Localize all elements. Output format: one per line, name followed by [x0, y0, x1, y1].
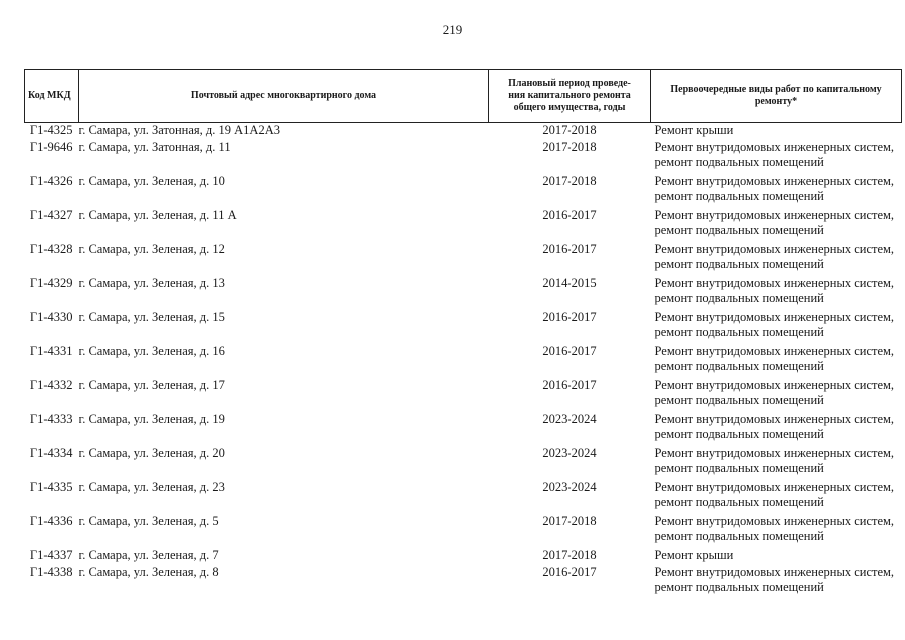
cell-period: 2017-2018 — [542, 173, 597, 188]
cell-works-line-2: ремонт подвальных помещений — [654, 392, 824, 407]
cell-works-line-1: Ремонт внутридомовых инженерных систем, — [654, 343, 895, 358]
cell-code: Г1-4328 — [29, 241, 73, 256]
header-period-line-1: Плановый период проведе- — [508, 78, 631, 89]
cell-works-line-1: Ремонт внутридомовых инженерных систем, — [654, 411, 895, 426]
cell-works-line-1: Ремонт крыши — [654, 547, 734, 562]
cell-address: г. Самара, ул. Зеленая, д. 20 — [78, 445, 225, 460]
cell-code: Г1-4334 — [29, 445, 73, 460]
header-works — [651, 70, 902, 123]
cell-works — [651, 412, 902, 446]
cell-works — [651, 548, 902, 565]
cell-period: 2016-2017 — [542, 207, 597, 222]
header-address-label: Почтовый адрес многоквартирного дома — [190, 90, 377, 101]
table-row — [25, 174, 902, 208]
table-row — [25, 344, 902, 378]
cell-address: г. Самара, ул. Затонная, д. 11 — [78, 139, 231, 154]
header-period — [489, 70, 651, 123]
cell-works — [651, 480, 902, 514]
cell-period: 2017-2018 — [542, 123, 597, 137]
cell-works — [651, 310, 902, 344]
cell-works-line-1: Ремонт внутридомовых инженерных систем, — [654, 241, 895, 256]
cell-works — [651, 446, 902, 480]
header-address — [79, 70, 489, 123]
cell-code: Г1-4338 — [29, 564, 73, 579]
cell-address: г. Самара, ул. Зеленая, д. 13 — [78, 275, 225, 290]
cell-code: Г1-4330 — [29, 309, 73, 324]
cell-works-line-1: Ремонт внутридомовых инженерных систем, — [654, 139, 895, 154]
cell-works — [651, 514, 902, 548]
cell-works — [651, 242, 902, 276]
cell-works — [651, 123, 902, 140]
cell-works-line-2: ремонт подвальных помещений — [654, 528, 824, 543]
cell-works-line-1: Ремонт внутридомовых инженерных систем, — [654, 173, 895, 188]
cell-works — [651, 208, 902, 242]
cell-works-line-2: ремонт подвальных помещений — [654, 222, 824, 237]
cell-code: Г1-4336 — [29, 513, 73, 528]
table-row — [25, 514, 902, 548]
cell-period: 2017-2018 — [542, 547, 597, 562]
cell-address: г. Самара, ул. Зеленая, д. 7 — [78, 547, 219, 562]
cell-works-line-2: ремонт подвальных помещений — [654, 426, 824, 441]
cell-period: 2016-2017 — [542, 309, 597, 324]
cell-period: 2014-2015 — [542, 275, 597, 290]
repair-table-wrapper — [24, 69, 901, 599]
table-header — [25, 70, 902, 123]
cell-code: Г1-4327 — [29, 207, 73, 222]
cell-code: Г1-9646 — [29, 139, 73, 154]
cell-period: 2023-2024 — [542, 479, 597, 494]
cell-works-line-1: Ремонт внутридомовых инженерных систем, — [654, 479, 895, 494]
cell-address: г. Самара, ул. Зеленая, д. 5 — [78, 513, 219, 528]
table-row — [25, 123, 902, 140]
cell-works-line-1: Ремонт внутридомовых инженерных систем, — [654, 445, 895, 460]
table-row — [25, 565, 902, 599]
cell-code: Г1-4335 — [29, 479, 73, 494]
table-body — [25, 123, 902, 599]
table-row — [25, 378, 902, 412]
cell-period: 2023-2024 — [542, 445, 597, 460]
cell-works-line-1: Ремонт внутридомовых инженерных систем, — [654, 309, 895, 324]
cell-code: Г1-4325 — [29, 123, 73, 137]
cell-code: Г1-4337 — [29, 547, 73, 562]
cell-address: г. Самара, ул. Затонная, д. 19 А1А2А3 — [78, 123, 280, 137]
cell-works-line-1: Ремонт внутридомовых инженерных систем, — [654, 207, 895, 222]
table-row — [25, 242, 902, 276]
cell-works-line-2: ремонт подвальных помещений — [654, 324, 824, 339]
repair-table — [24, 69, 902, 599]
table-row — [25, 480, 902, 514]
cell-works-line-1: Ремонт внутридомовых инженерных систем, — [654, 513, 895, 528]
cell-address: г. Самара, ул. Зеленая, д. 15 — [78, 309, 225, 324]
cell-works-line-2: ремонт подвальных помещений — [654, 290, 824, 305]
cell-address: г. Самара, ул. Зеленая, д. 11 А — [78, 207, 237, 222]
cell-address: г. Самара, ул. Зеленая, д. 16 — [78, 343, 225, 358]
cell-code: Г1-4332 — [29, 377, 73, 392]
cell-works-line-2: ремонт подвальных помещений — [654, 154, 824, 169]
cell-works — [651, 344, 902, 378]
cell-works-line-1: Ремонт внутридомовых инженерных систем, — [654, 377, 895, 392]
cell-works-line-2: ремонт подвальных помещений — [654, 460, 824, 475]
table-row — [25, 446, 902, 480]
cell-works — [651, 378, 902, 412]
header-period-line-3: общего имущества, годы — [513, 102, 626, 113]
cell-works-line-2: ремонт подвальных помещений — [654, 494, 824, 509]
cell-period: 2016-2017 — [542, 343, 597, 358]
table-row — [25, 412, 902, 446]
cell-works — [651, 174, 902, 208]
cell-address: г. Самара, ул. Зеленая, д. 8 — [78, 564, 219, 579]
cell-code: Г1-4331 — [29, 343, 73, 358]
cell-code: Г1-4333 — [29, 411, 73, 426]
cell-works-line-2: ремонт подвальных помещений — [654, 188, 824, 203]
cell-period: 2016-2017 — [542, 241, 597, 256]
table-row — [25, 548, 902, 565]
header-code — [25, 70, 79, 123]
cell-works — [651, 565, 902, 599]
page-number: 219 — [442, 22, 463, 37]
table-row — [25, 208, 902, 242]
cell-code: Г1-4329 — [29, 275, 73, 290]
table-row — [25, 276, 902, 310]
table-row — [25, 140, 902, 174]
table-header-row — [25, 70, 902, 123]
cell-address: г. Самара, ул. Зеленая, д. 10 — [78, 173, 225, 188]
cell-works-line-2: ремонт подвальных помещений — [654, 579, 824, 594]
cell-works-line-1: Ремонт внутридомовых инженерных систем, — [654, 564, 895, 579]
cell-works-line-1: Ремонт внутридомовых инженерных систем, — [654, 275, 895, 290]
cell-address: г. Самара, ул. Зеленая, д. 19 — [78, 411, 225, 426]
cell-works — [651, 140, 902, 174]
cell-period: 2017-2018 — [542, 513, 597, 528]
cell-works-line-2: ремонт подвальных помещений — [654, 256, 824, 271]
cell-address: г. Самара, ул. Зеленая, д. 12 — [78, 241, 225, 256]
cell-works-line-1: Ремонт крыши — [654, 123, 734, 137]
cell-code: Г1-4326 — [29, 173, 73, 188]
cell-works-line-2: ремонт подвальных помещений — [654, 358, 824, 373]
header-works-line-2: ремонту* — [754, 96, 798, 107]
cell-address: г. Самара, ул. Зеленая, д. 17 — [78, 377, 225, 392]
cell-period: 2016-2017 — [542, 564, 597, 579]
cell-period: 2017-2018 — [542, 139, 597, 154]
header-period-line-2: ния капитального ремонта — [508, 90, 631, 101]
cell-works — [651, 276, 902, 310]
cell-period: 2016-2017 — [542, 377, 597, 392]
header-works-line-1: Первоочередные виды работ по капитальному — [670, 84, 882, 95]
cell-period: 2023-2024 — [542, 411, 597, 426]
cell-address: г. Самара, ул. Зеленая, д. 23 — [78, 479, 225, 494]
table-row — [25, 310, 902, 344]
header-code-label: Код МКД — [28, 90, 71, 101]
